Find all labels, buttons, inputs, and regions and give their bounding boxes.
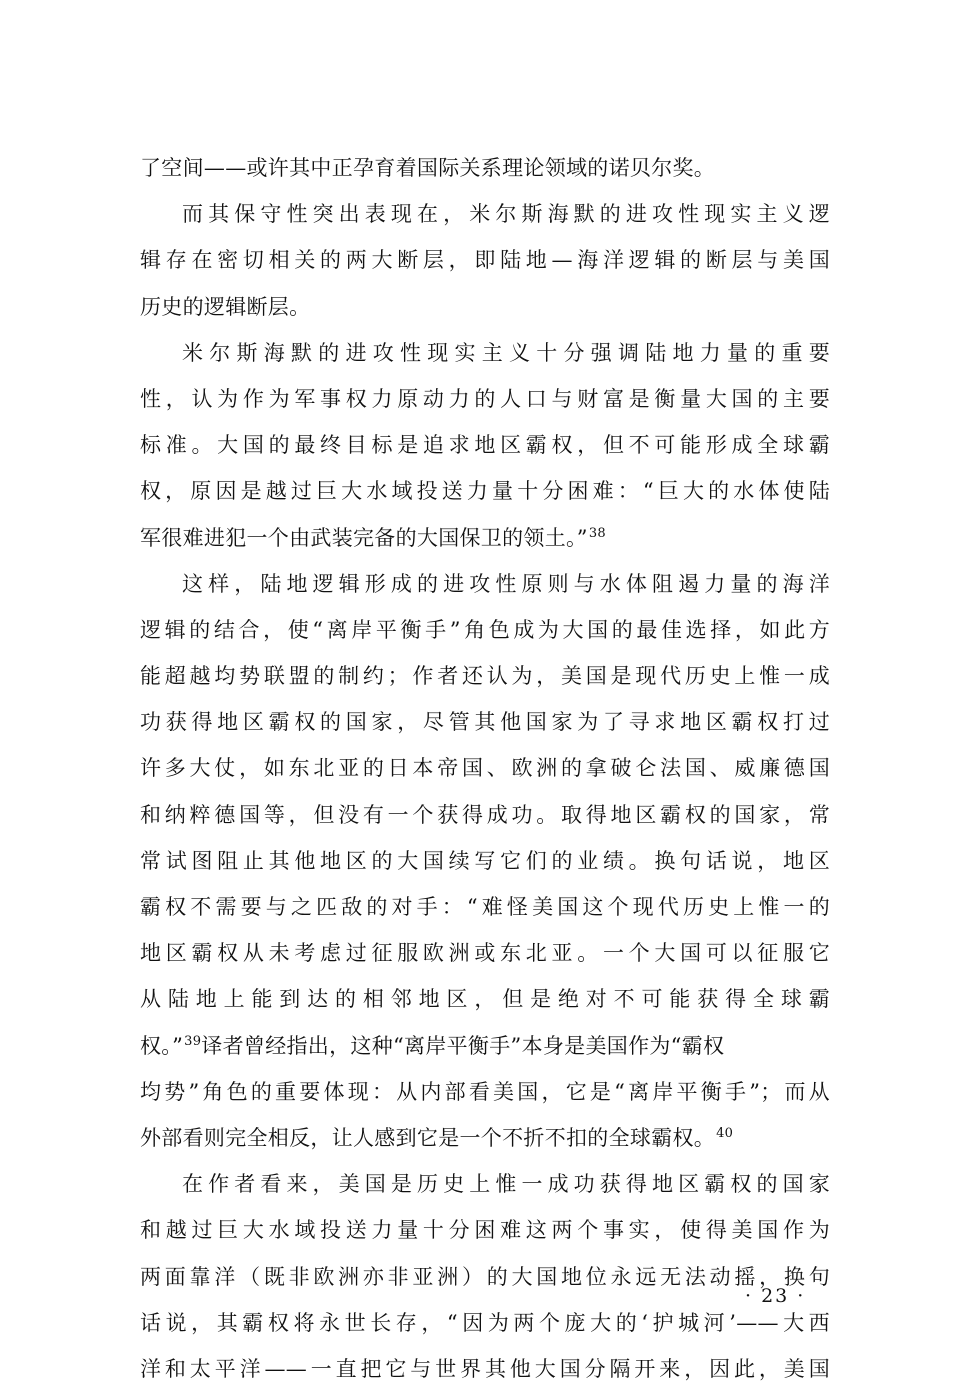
text-line (140, 1161, 830, 1207)
text-line (140, 653, 830, 699)
body-text (140, 145, 830, 1392)
line-text: 外部看则完全相反，让人感到它是一个不折不扣的全球霸权。 (140, 1125, 716, 1150)
text-line (140, 607, 830, 653)
line-text: 两面靠洋（既非欧洲亦非亚洲）的大国地位永远无法动摇，换句 (140, 1264, 830, 1289)
line-text: 军很难进犯一个由武装完备的大国保卫的领土。” (140, 525, 588, 550)
text-line (140, 1069, 830, 1115)
line-text: 了空间——或许其中正孕育着国际关系理论领域的诺贝尔奖。 (140, 156, 716, 180)
line-text: 辑存在密切相关的两大断层，即陆地—海洋逻辑的断层与美国 (140, 248, 830, 273)
text-line (140, 745, 830, 791)
text-line (140, 976, 830, 1022)
line-text: 性，认为作为军事权力原动力的人口与财富是衡量大国的主要 (140, 386, 830, 411)
text-line (140, 1207, 830, 1253)
line-text-continued: 译者曾经指出，这种“离岸平衡手”本身是美国作为“霸权 (201, 1033, 725, 1058)
footnote-reference: 40 (716, 1125, 734, 1141)
text-line (140, 1300, 830, 1346)
text-line (140, 422, 830, 468)
line-text: 和纳粹德国等，但没有一个获得成功。取得地区霸权的国家，常 (140, 802, 830, 827)
line-text: 权。” (140, 1033, 184, 1058)
text-line (140, 145, 830, 191)
text-line (140, 699, 830, 745)
text-line (140, 1023, 830, 1069)
text-line (140, 237, 830, 283)
page-number: · 23 · (745, 1285, 806, 1307)
text-line (140, 284, 830, 330)
line-text: 均势”角色的重要体现：从内部看美国，它是“离岸平衡手”；而从 (140, 1079, 830, 1104)
line-text: 洋和太平洋——一直把它与世界其他大国分隔开来，因此，美国 (140, 1356, 830, 1381)
line-text: 功获得地区霸权的国家，尽管其他国家为了寻求地区霸权打过 (140, 710, 830, 735)
text-line (140, 838, 830, 884)
line-text: 历史的逻辑断层。 (140, 294, 311, 319)
text-line (140, 468, 830, 514)
line-text: 而其保守性突出表现在，米尔斯海默的进攻性现实主义逻 (182, 202, 830, 227)
text-line (140, 561, 830, 607)
text-line (140, 515, 830, 561)
text-line (140, 1115, 830, 1161)
text-line (140, 191, 830, 237)
line-text: 标准。大国的最终目标是追求地区霸权，但不可能形成全球霸 (140, 433, 830, 458)
line-text: 许多大仗，如东北亚的日本帝国、欧洲的拿破仑法国、威廉德国 (140, 756, 830, 781)
line-text: 常试图阻止其他地区的大国续写它们的业绩。换句话说，地区 (140, 848, 830, 873)
line-text: 地区霸权从未考虑过征服欧洲或东北亚。一个大国可以征服它 (140, 941, 830, 966)
text-line (140, 884, 830, 930)
footnote-reference: 38 (588, 525, 606, 541)
line-text: 权，原因是越过巨大水域投送力量十分困难：“巨大的水体使陆 (140, 479, 830, 504)
text-line (140, 330, 830, 376)
text-line (140, 930, 830, 976)
line-text: 话说，其霸权将永世长存，“因为两个庞大的‘护城河’——大西 (140, 1310, 830, 1335)
text-line (140, 792, 830, 838)
footnote-reference: 39 (184, 1033, 202, 1049)
text-line (140, 1254, 830, 1300)
line-text: 在作者看来，美国是历史上惟一成功获得地区霸权的国家 (182, 1172, 830, 1197)
line-text: 米尔斯海默的进攻性现实主义十分强调陆地力量的重要 (182, 340, 830, 365)
text-line (140, 376, 830, 422)
line-text: 从陆地上能到达的相邻地区，但是绝对不可能获得全球霸 (140, 987, 830, 1012)
line-text: 能超越均势联盟的制约；作者还认为，美国是现代历史上惟一成 (140, 664, 830, 689)
line-text: 和越过巨大水域投送力量十分困难这两个事实，使得美国作为 (140, 1218, 830, 1243)
line-text: 霸权不需要与之匹敌的对手：“难怪美国这个现代历史上惟一的 (140, 895, 830, 919)
text-line (140, 1346, 830, 1392)
line-text: 这样，陆地逻辑形成的进攻性原则与水体阻遏力量的海洋 (182, 571, 830, 596)
line-text: 逻辑的结合，使“离岸平衡手”角色成为大国的最佳选择，如此方 (140, 617, 830, 642)
